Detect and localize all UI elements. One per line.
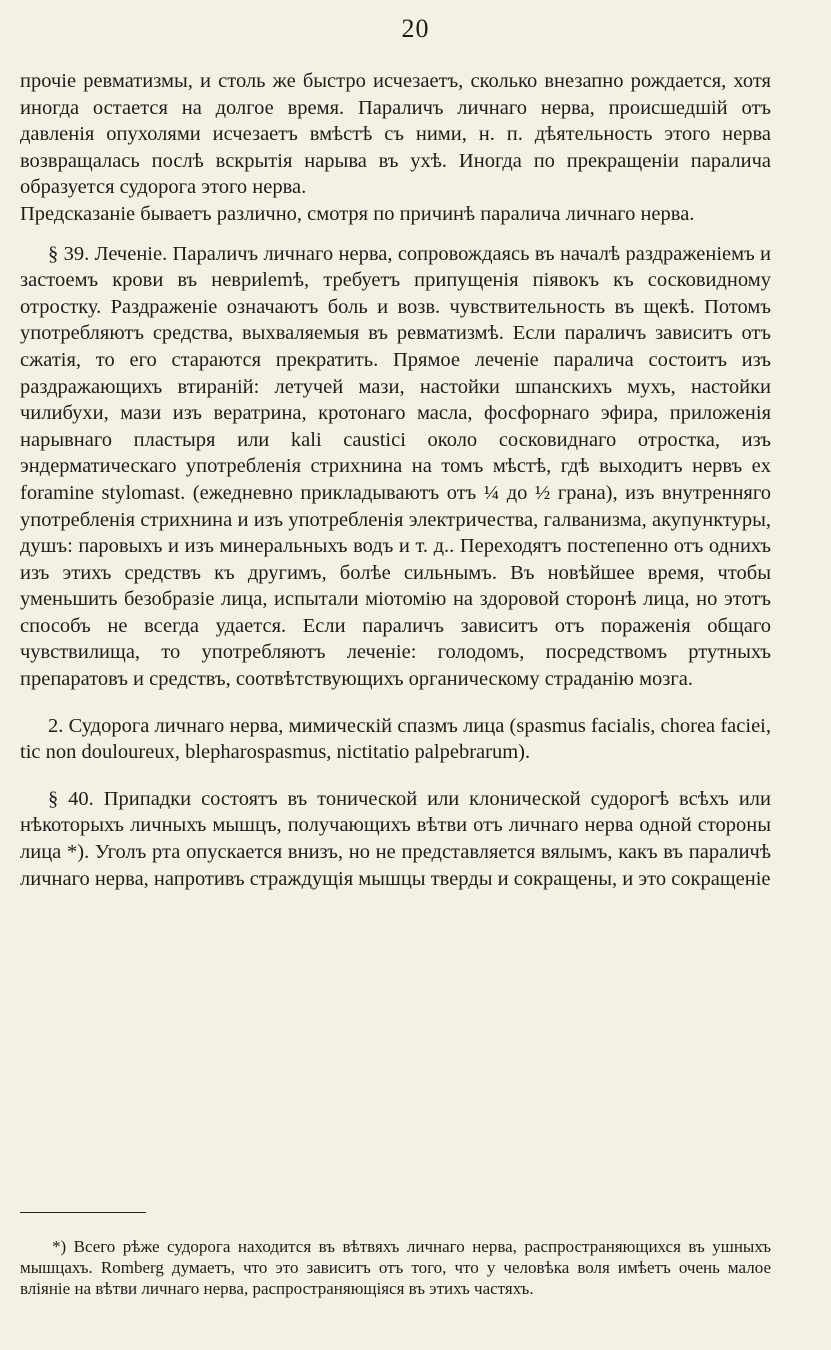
- paragraph-heading-2: 2. Судорога личнаго нерва, мимическій спазмъ лица (spasmus facialis, chorea faciei, tic non douloureux, blepharospasmus, nictitatio palpebrarum).: [20, 714, 771, 764]
- body-text: [20, 68, 771, 892]
- paragraph-section-39: § 39. Леченіе. Параличъ личнаго нерва, сопровождаясь въ началѣ раздраженіемъ и застоемъ крови въ невриlemѣ, требуетъ припущенія піявокъ къ сосковидному отростку. Раздраженіе означаютъ боль и возв. чувствительность въ щекѣ. Потомъ употребляютъ средства, выхваляемыя въ ревматизмѣ. Если параличъ зависитъ отъ сжатія, то его стараются прекратить. Прямое леченіе паралича состоитъ изъ раздражающихъ втираній: летучей мази, настойки шпанскихъ мухъ, настойки чилибухи, мази изъ вератрина, кротонаго масла, фосфорнаго эфира, приложенія нарывнаго пластыря или kali caustici около сосковиднаго отростка, изъ эндерматическаго употребленія стрихнина на томъ мѣстѣ, гдѣ выходитъ нервъ ex foramine stylomast. (ежедневно прикладываютъ отъ ¼ до ½ грана), изъ внутренняго употребленія стрихнина и изъ употребленія электричества, галванизма, акупунктуры, душъ: паровыхъ и изъ минеральныхъ водъ и т. д.. Переходятъ постепенно отъ однихъ изъ этихъ средствъ къ другимъ, болѣе сильнымъ. Въ новѣйшее время, чтобы уменьшить безобразіе лица, испытали міотомію на здоровой сторонѣ лица, но этотъ способъ не всегда удается. Если параличъ зависитъ отъ пораженія общаго чувствилища, то употребляютъ леченіе: голодомъ, посредствомъ ртутныхъ препаратовъ и средствъ, соотвѣтствующихъ органическому страданію мозга.: [20, 242, 771, 691]
- paragraph-continuation: прочіе ревматизмы, и столь же быстро исчезаетъ, сколько внезапно рождается, хотя иногда остается на долгое время. Параличъ личнаго нерва, происшедшій отъ давленія опухолями исчезаетъ вмѣстѣ съ ними, н. п. дѣятельность этого нерва возвращалась послѣ вскрытія нарыва въ ухѣ. Иногда по прекращеніи паралича образуется судорога этого нерва.: [20, 70, 771, 199]
- paragraph-prognosis: Предсказаніе бываетъ различно, смотря по причинѣ паралича личнаго нерва.: [20, 202, 695, 225]
- paragraph-section-40: § 40. Припадки состоятъ въ тонической или клонической судорогѣ всѣхъ или нѣкоторыхъ личныхъ мышцъ, получающихъ вѣтви отъ личнаго нерва одной стороны лица *). Уголъ рта опускается внизъ, но не представляется вялымъ, какъ въ параличѣ личнаго нерва, напротивъ страждущія мышцы тверды и сокращены, и это сокращеніе: [20, 787, 771, 890]
- page-number: 20: [401, 14, 430, 43]
- footnote-divider: [20, 1212, 146, 1213]
- footnote: *) Всего рѣже судорога находится въ вѣтвяхъ личнаго нерва, распространяющихся въ ушныхъ мышцахъ. Romberg думаетъ, что это зависитъ отъ того, что у человѣка воля имѣетъ очень малое вліяніе на вѣтви личнаго нерва, распространяющіяся въ этихъ частяхъ.: [20, 1237, 771, 1298]
